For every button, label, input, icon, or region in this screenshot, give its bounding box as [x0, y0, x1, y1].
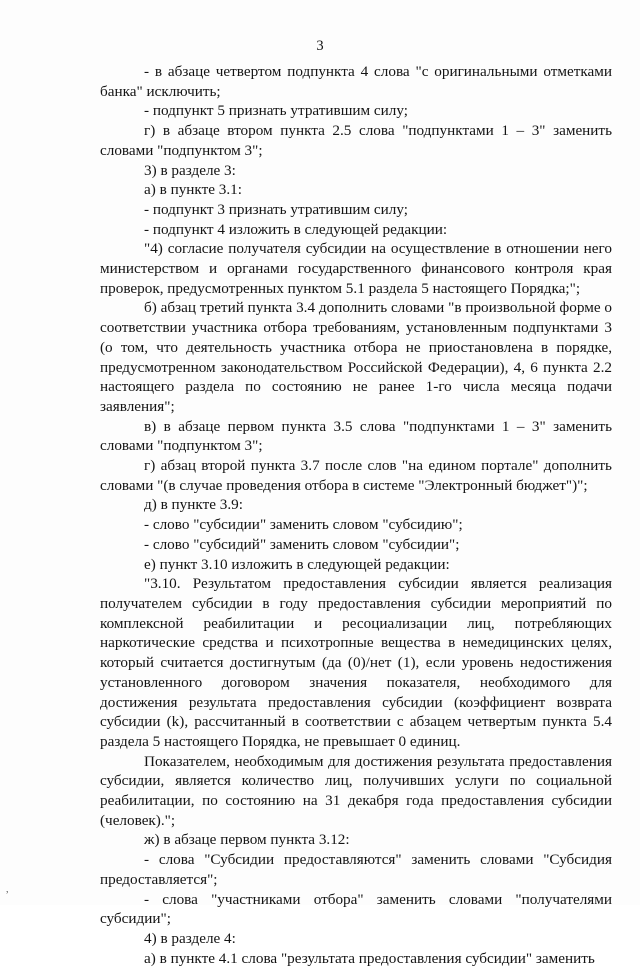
paragraph: Показателем, необходимым для достижения результата предоставления субсидии, является количество лиц, получивших услуги по социальной реабилитации, по состоянию на 31 декабря года предоставления субсидии (человек)."; [100, 752, 612, 829]
paragraph: в) в абзаце первом пункта 3.5 слова "подпунктами 1 – 3" заменить словами "подпунктом 3"; [100, 417, 612, 455]
paragraph: б) абзац третий пункта 3.4 дополнить словами "в произвольной форме о соответствии участника отбора требованиям, установленным подпунктами 3 (о том, что деятельность участника отбора не приостановлена в порядке, предусмотренном законодательством Российской Федерации), 4, 6 пункта 2.2 настоящего раздела по состоянию не ранее 1-го числа месяца подачи заявления"; [100, 299, 612, 415]
scan-mark: , [6, 884, 9, 895]
paragraph: 3) в разделе 3: [144, 161, 236, 179]
paragraph: а) в пункте 4.1 слова "результата предоставления субсидии" заменить [144, 949, 595, 967]
paragraph: - подпункт 5 признать утратившим силу; [144, 102, 408, 120]
document-body [100, 62, 612, 968]
paragraph: - слово "субсидий" заменить словом "субсидии"; [144, 535, 460, 553]
paragraph: - подпункт 4 изложить в следующей редакции: [144, 220, 448, 238]
paragraph: 4) в разделе 4: [144, 929, 236, 947]
paragraph: д) в пункте 3.9: [144, 496, 243, 514]
paragraph: а) в пункте 3.1: [144, 181, 242, 199]
paragraph: г) в абзаце втором пункта 2.5 слова "подпунктами 1 – 3" заменить словами "подпунктом 3"; [100, 122, 612, 159]
paragraph: "4) согласие получателя субсидии на осуществление в отношении него министерством и органами государственного финансового контроля края проверок, предусмотренных пунктом 5.1 раздела 5 настоящего Порядка;"; [100, 240, 612, 297]
paragraph: - подпункт 3 признать утратившим силу; [144, 200, 408, 218]
paragraph: - в абзаце четвертом подпункта 4 слова "с оригинальными отметками банка" исключить; [100, 63, 612, 100]
paragraph: г) абзац второй пункта 3.7 после слов "на едином портале" дополнить словами "(в случае проведения отбора в системе "Электронный бюджет")"; [100, 457, 612, 494]
paragraph: ж) в абзаце первом пункта 3.12: [144, 831, 350, 849]
paragraph: е) пункт 3.10 изложить в следующей редакции: [144, 555, 450, 573]
paragraph: - слово "субсидии" заменить словом "субсидию"; [144, 516, 463, 534]
paragraph: "3.10. Результатом предоставления субсидии является реализация получателем субсидии в году предоставления субсидии мероприятий по комплексной реабилитации и ресоциализации лиц, потребляющих наркотические средства и психотропные вещества в немедицинских целях, который считается достигнутым (да (0)/нет (1), если уровень недостижения установленного договором значения показателя, необходимого для достижения результата предоставления субсидии (коэффициент возврата субсидии (k), рассчитанный в соответствии с абзацем четвертым пункта 5.4 раздела 5 настоящего Порядка, не превышает 0 единиц. [100, 575, 612, 750]
paragraph: - слова "участниками отбора" заменить словами "получателями субсидии"; [100, 890, 612, 928]
page-number: 3 [316, 38, 324, 54]
paragraph: - слова "Субсидии предоставляются" заменить словами "Субсидия предоставляется"; [100, 851, 612, 888]
